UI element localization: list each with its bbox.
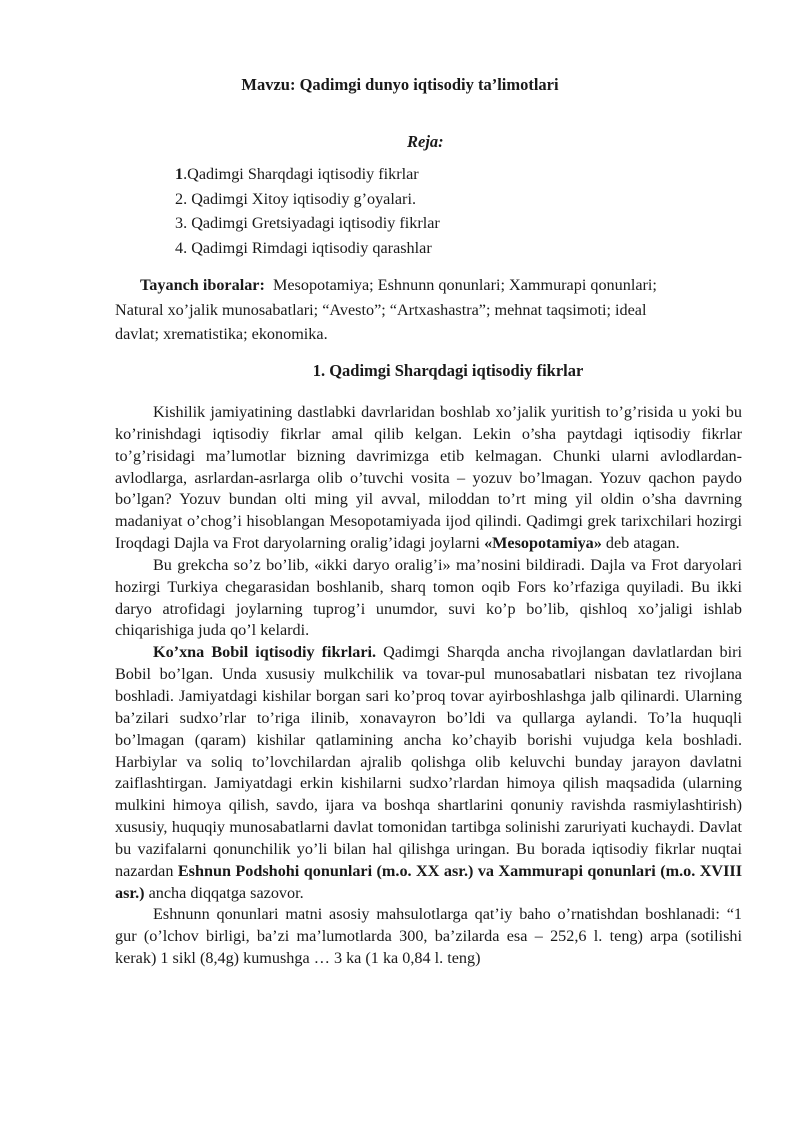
subsection-heading: Ko’xna Bobil iqtisodiy fikrlari. (153, 643, 377, 662)
section-heading: 1. Qadimgi Sharqdagi iqtisodiy fikrlar (312, 361, 584, 380)
plan-item (175, 162, 440, 187)
paragraph-text: Kishilik jamiyatining dastlabki davrlaridan boshlab xo’jalik yuritish to’g’risida u yoki bu ko’rinishdagi iqtisodiy fikrlar amal qilib kelgan. Lekin o’sha paytdagi iqtisodiy fikrlar to’g’risidagi ma’lumotlar bizning davrimizga etib kelmagan. Chunki ularni avlodlardan-avlodlarga, asrlardan-asrlarga olib o’tuvchi vosita – yozuv bo’lmagan. Yozuv qachon paydo bo’lgan? Yozuv bundan olti ming yil avval, miloddan to’rt ming yil oldin o’sha davrning madaniyat o’chog’i hisoblangan Mesopotamiyada ijod qilindi. Qadimgi grek tarixchilari hozirgi Iroqdagi Dajla va Frot daryolarning oralig’idagi joylarni (115, 403, 742, 553)
paragraph-text: Eshnunn qonunlari matni asosiy mahsulotlarga qat’iy baho o’rnatishdan boshlanadi: “1 gur (o’lchov birligi, ba’zi ma’lumotlarda 300, ba’zilarda esa – 252,6 l. teng) arpa (sotilishi kerak) 1 sikl (8,4g) kumushga … 3 ka (1 ka 0,84 l. teng) (115, 905, 742, 968)
document-title: Mavzu: Qadimgi dunyo iqtisodiy ta’limotlari (241, 75, 559, 94)
plan-item-text: 3. Qadimgi Gretsiyadagi iqtisodiy fikrlar (175, 214, 440, 232)
body-text (115, 402, 742, 970)
term-laws: Eshnun Pоdshohi qonunlari (m.o. XX asr.) va Xammurapi qonunlari (m.o. XVIII asr.) (115, 861, 742, 902)
term-mesopotamiya: «Mesopotamiya» (484, 534, 602, 553)
keywords-text: Mesopotamiya; Eshnunn qonunlari; Xammurapi qonunlari; Natural xo’jalik munosabatlari; “Avesto”; “Artxashastra”; mehnat taqsimoti; ideal davlat; xrematistika; ekonomika. (115, 276, 657, 343)
plan-item-text: .Qadimgi Sharqdagi iqtisodiy fikrlar (183, 165, 419, 183)
plan-item (175, 187, 440, 212)
paragraph-text: ancha diqqatga sazovor. (144, 883, 304, 902)
plan-item-number: 1 (175, 165, 184, 183)
keywords-paragraph (115, 273, 688, 347)
paragraph (115, 555, 742, 642)
plan-list (175, 162, 440, 260)
keywords-label: Tayanch iboralar: (140, 276, 265, 294)
plan-item (175, 236, 440, 261)
paragraph (115, 402, 742, 555)
paragraph-text: Qadimgi Sharqda ancha rivojlangan davlatlardan biri Bobil bo’lgan. Unda xususiy mulkchilik va tovar-pul munosabatlari nisbatan tez rivojlana boshladi. Jamiyatdagi kishilar borgan sari ko’proq tovar ayirboshlashga jalb qilinardi. Ularning ba’zilari sudxo’rlar to’riga ilinib, xonavayron bo’ldi va qullarga aylandi. To’la huquqli bo’lmagan (qaram) kishilar qatlamining ancha ko’chayib borishi vujudga kela boshladi. Harbiylar va soliq to’lovchilardan ajralib qolishga olib keluvchi bunday jarayon davlatni zaiflashtirgan. Jamiyatdagi erkin kishilarni sudxo’rlardan himoya qilish maqsadida (ularning mulkini himoya qilish, savdo, ijara va boshqa shartlarini qonuniy ravishda rasmiylashtirish) xususiy, huquqiy munosabatlarni davlat tomonidan tartibga solinishi zaruriyati kuchaydi. Davlat bu vazifalarni qonunchilik yo’li bilan hal qilishga uringan. Bu borada iqtisodiy fikrlar nuqtai nazardan (115, 643, 742, 880)
paragraph (115, 904, 742, 970)
plan-item-text: 2. Qadimgi Xitoy iqtisodiy g’oyalari. (175, 189, 416, 208)
paragraph-text: Bu grekcha so’z bo’lib, «ikki daryo oralig’i» ma’nosini bildiradi. Dajla va Frot daryolari hozirgi Turkiya chegarasidan boshlanib, sharq tomon oqib Fors ko’rfaziga quyiladi. Bu ikki daryo atrofidagi joylarning tuprog’i unumdor, suvi ko’p bo’lib, qishloq xo’jaligi ishlab chiqarishiga juda qo’l kelardi. (115, 555, 742, 640)
paragraph-text: deb atagan. (601, 534, 680, 553)
plan-heading: Reja: (407, 132, 444, 151)
paragraph (115, 642, 742, 904)
plan-item (175, 211, 440, 236)
plan-item-text: 4. Qadimgi Rimdagi iqtisodiy qarashlar (175, 238, 432, 257)
